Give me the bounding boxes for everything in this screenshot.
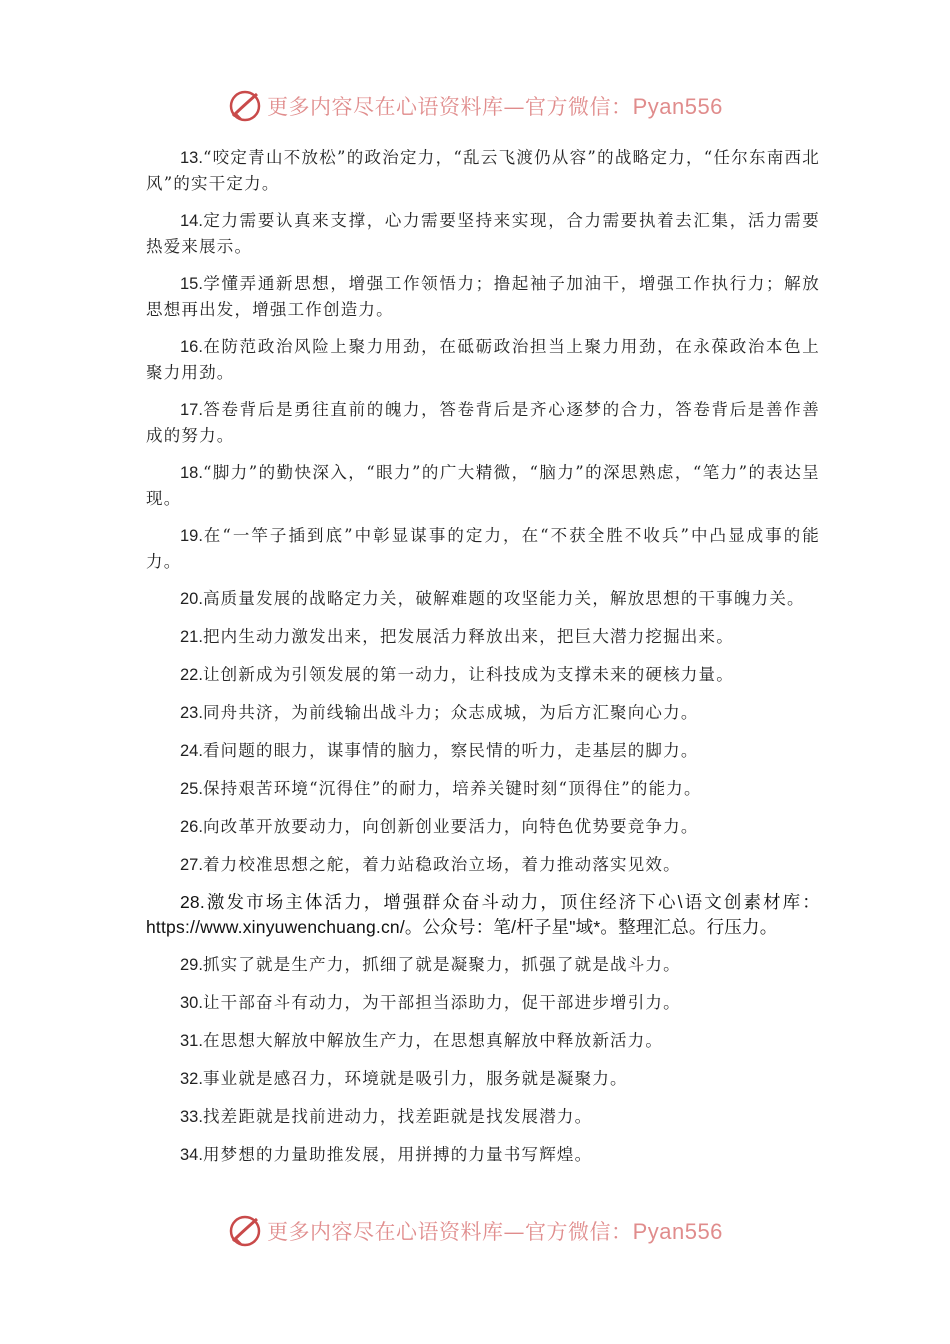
pen-circle-logo-icon [227, 88, 263, 124]
item-text: 答卷背后是勇往直前的魄力，答卷背后是齐心逐梦的合力，答卷背后是善作善成的努力。 [146, 400, 820, 445]
item-text: 把内生动力激发出来，把发展活力释放出来，把巨大潜力挖掘出来。 [202, 627, 734, 646]
item-number: 33. [180, 1108, 203, 1126]
item-number: 24. [180, 742, 203, 760]
item-text: 保持艰苦环境“沉得住”的耐力，培养关键时刻“顶得住”的能力。 [202, 779, 702, 798]
banner-text: 更多内容尽在心语资料库—官方微信：Pyan556 [267, 1219, 723, 1244]
document-body [146, 145, 820, 1180]
item-text: 看问题的眼力，谋事情的脑力，察民情的听力，走基层的脚力。 [202, 741, 699, 760]
list-item [146, 852, 820, 878]
list-item [146, 1066, 820, 1092]
item-text: 事业就是感召力，环境就是吸引力，服务就是凝聚力。 [202, 1069, 628, 1088]
item-number: 21. [180, 628, 203, 646]
item-text: 让干部奋斗有动力，为干部担当添助力，促干部进步增引力。 [202, 993, 681, 1012]
list-item [146, 738, 820, 764]
item-number: 20. [180, 590, 203, 608]
pen-circle-logo-icon [227, 1213, 263, 1249]
list-item [146, 990, 820, 1016]
header-banner [0, 86, 950, 126]
item-text: 在思想大解放中解放生产力，在思想真解放中释放新活力。 [202, 1031, 664, 1050]
item-number: 26. [180, 818, 203, 836]
item-text: 找差距就是找前进动力，找差距就是找发展潜力。 [202, 1107, 593, 1126]
list-item [146, 814, 820, 840]
list-item-ad: 28.激发市场主体活力，增强群众奋斗动力，顶住经济下心\语文创素材库：https://www.xinyuwenchuang.cn/。公众号：笔/杆子星"域*。整理汇总。行压力。 [146, 892, 820, 937]
item-text: 在“一竿子插到底”中彰显谋事的定力，在“不获全胜不收兵”中凸显成事的能力。 [146, 526, 820, 571]
item-number: 15. [180, 275, 203, 293]
banner-text: 更多内容尽在心语资料库—官方微信：Pyan556 [267, 94, 723, 119]
item-text: 向改革开放要动力，向创新创业要活力，向特色优势要竞争力。 [202, 817, 699, 836]
item-number: 34. [180, 1146, 203, 1164]
item-number: 19. [180, 527, 203, 545]
list-item [146, 271, 820, 322]
list-item [146, 460, 820, 511]
item-number: 22. [180, 666, 203, 684]
item-number: 25. [180, 780, 203, 798]
item-text: 在防范政治风险上聚力用劲，在砥砺政治担当上聚力用劲，在永葆政治本色上聚力用劲。 [146, 337, 820, 382]
item-number: 18. [180, 464, 203, 482]
item-number: 30. [180, 994, 203, 1012]
item-text: “脚力”的勤快深入，“眼力”的广大精微，“脑力”的深思熟虑，“笔力”的表达呈现。 [146, 463, 820, 508]
item-number: 29. [180, 956, 203, 974]
list-item [146, 1104, 820, 1130]
list-item [146, 1028, 820, 1054]
item-text: 学懂弄通新思想，增强工作领悟力；撸起袖子加油干，增强工作执行力；解放思想再出发，增强工作创造力。 [146, 274, 820, 319]
item-number: 31. [180, 1032, 203, 1050]
item-number: 23. [180, 704, 203, 722]
footer-banner [0, 1211, 950, 1251]
item-text: 同舟共济，为前线输出战斗力；众志成城，为后方汇聚向心力。 [202, 703, 699, 722]
item-number: 17. [180, 401, 203, 419]
item-number: 14. [180, 212, 203, 230]
item-number: 13. [180, 149, 203, 167]
item-text: 让创新成为引领发展的第一动力，让科技成为支撑未来的硬核力量。 [202, 665, 734, 684]
list-item [146, 523, 820, 574]
list-item [146, 700, 820, 726]
list-item [146, 586, 820, 612]
list-item [146, 776, 820, 802]
list-item [146, 624, 820, 650]
list-item [146, 397, 820, 448]
list-item [146, 1142, 820, 1168]
item-number: 32. [180, 1070, 203, 1088]
list-item [146, 145, 820, 196]
item-text: 着力校准思想之舵，着力站稳政治立场，着力推动落实见效。 [202, 855, 681, 874]
item-number: 27. [180, 856, 203, 874]
list-item [146, 662, 820, 688]
list-item [146, 208, 820, 259]
item-text: 高质量发展的战略定力关，破解难题的攻坚能力关，解放思想的干事魄力关。 [202, 589, 805, 608]
item-number: 16. [180, 338, 203, 356]
list-item [146, 952, 820, 978]
item-text: 定力需要认真来支撑，心力需要坚持来实现，合力需要执着去汇集，活力需要热爱来展示。 [146, 211, 820, 256]
list-item [146, 334, 820, 385]
item-text: 用梦想的力量助推发展，用拼搏的力量书写辉煌。 [202, 1145, 593, 1164]
item-text: 抓实了就是生产力，抓细了就是凝聚力，抓强了就是战斗力。 [202, 955, 681, 974]
item-text: “咬定青山不放松”的政治定力，“乱云飞渡仍从容”的战略定力，“任尔东南西北风”的实干定力。 [146, 148, 820, 193]
